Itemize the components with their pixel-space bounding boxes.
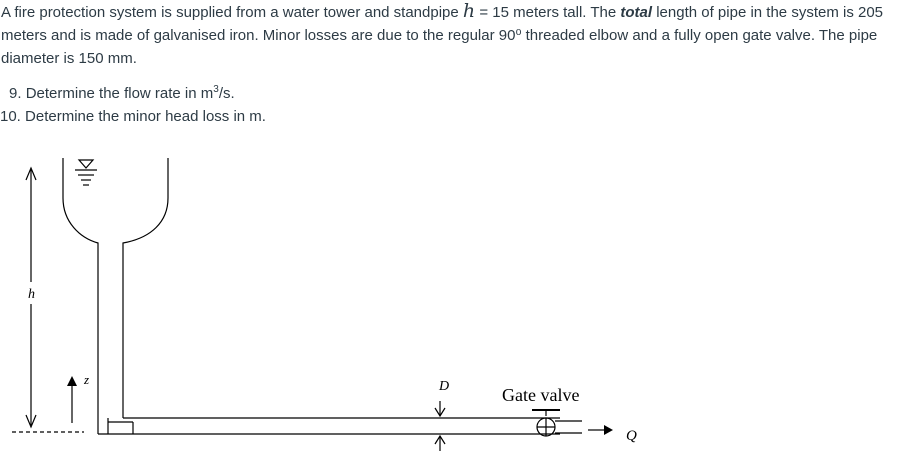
- emphasis-total: total: [620, 4, 653, 21]
- flow-arrow-head: [604, 425, 613, 435]
- label-d: D: [439, 379, 450, 394]
- label-h: h: [28, 287, 35, 302]
- problem-text-part3: length of pipe in the system is 205 meters and is made of galvanised iron. Minor losses are due to the regular 90⁰ threaded elbow and a fully open gate valve. The pipe diameter is 150 mm.: [1, 4, 884, 67]
- question-text: Determine the flow rate in m: [25, 85, 214, 102]
- label-z: z: [84, 372, 90, 387]
- question-number: 9.: [9, 85, 22, 102]
- problem-text-part2: = 15 meters tall. The: [475, 4, 621, 21]
- z-arrow-head: [67, 376, 77, 386]
- question-text: Determine the minor head loss in m.: [25, 108, 266, 125]
- label-gate-valve: Gate valve: [502, 385, 580, 405]
- tank-outline-right: [123, 158, 168, 418]
- problem-text-part1: A fire protection system is supplied from a water tower and standpipe: [1, 4, 463, 21]
- water-surface-triangle: [79, 160, 93, 168]
- tank-outline-left: [63, 158, 98, 418]
- label-q: Q: [626, 428, 637, 444]
- question-text-suffix: /s.: [218, 85, 235, 102]
- question-number: 10.: [0, 108, 21, 125]
- superscript: 3: [213, 84, 219, 95]
- height-variable: h: [462, 0, 476, 22]
